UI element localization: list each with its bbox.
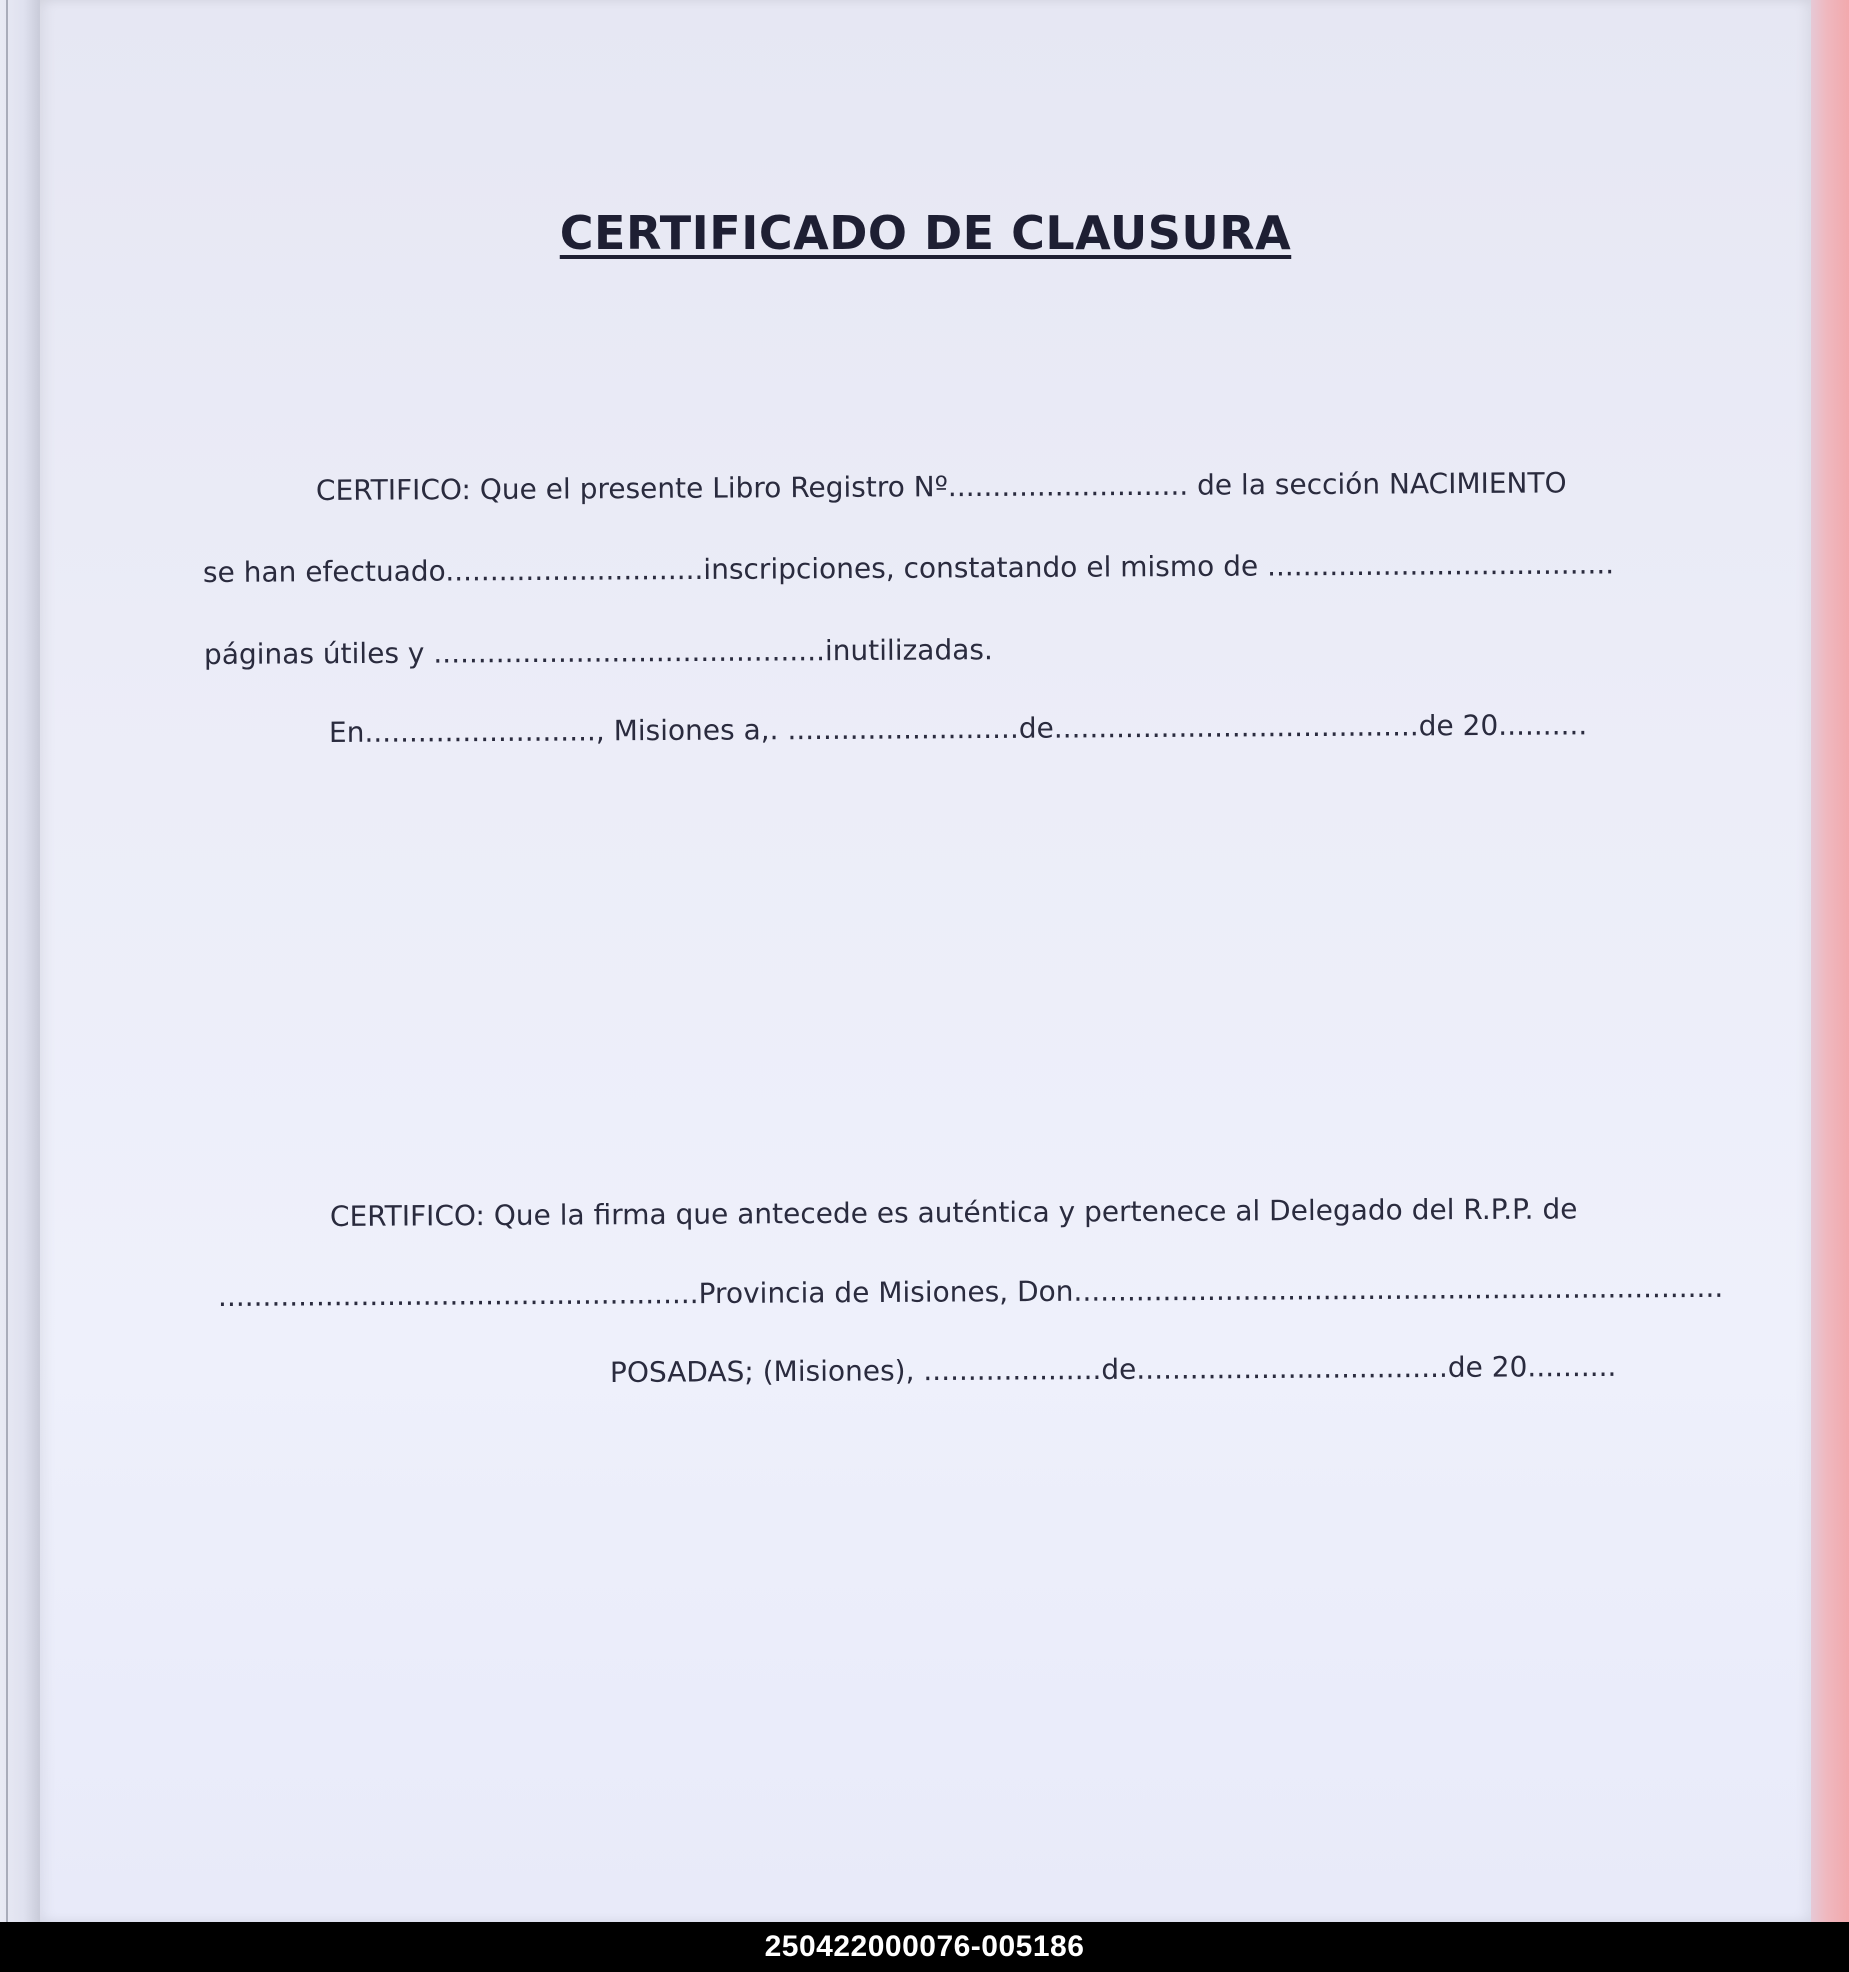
pink-cover-edge: [1811, 0, 1849, 1922]
document-title: [40, 206, 1811, 260]
scan-id-bar: [0, 1922, 1849, 1972]
certificate-paragraph-1-line-1: CERTIFICO: Que el presente Libro Registro Nº........................... de la sección NACIMIENTO: [315, 466, 1567, 507]
document-title-text: CERTIFICADO DE CLAUSURA: [559, 206, 1292, 260]
page-stack-edge: [0, 0, 42, 1922]
certificate-paragraph-2-line-1: CERTIFICO: Que la firma que antecede es auténtica y pertenece al Delegado del R.P.P. de: [329, 1192, 1578, 1233]
certificate-paragraph-1-line-4: En.........................., Misiones a,. ..........................de.........................................de 20..........: [328, 708, 1588, 749]
certificate-paragraph-2-line-3: POSADAS; (Misiones), ....................de...................................de 20..........: [609, 1349, 1617, 1389]
scan-id-text: 250422000076-005186: [764, 1930, 1085, 1963]
certificate-paragraph-2-line-2: ......................................................Provincia de Misiones, Don.........................................................................: [217, 1270, 1724, 1313]
certificate-paragraph-1-line-3: páginas útiles y ............................................inutilizadas.: [203, 633, 993, 671]
document-sheet: [40, 0, 1811, 1922]
certificate-paragraph-1-line-2: se han efectuado.............................inscripciones, constatando el mismo de .......................................: [202, 547, 1615, 589]
